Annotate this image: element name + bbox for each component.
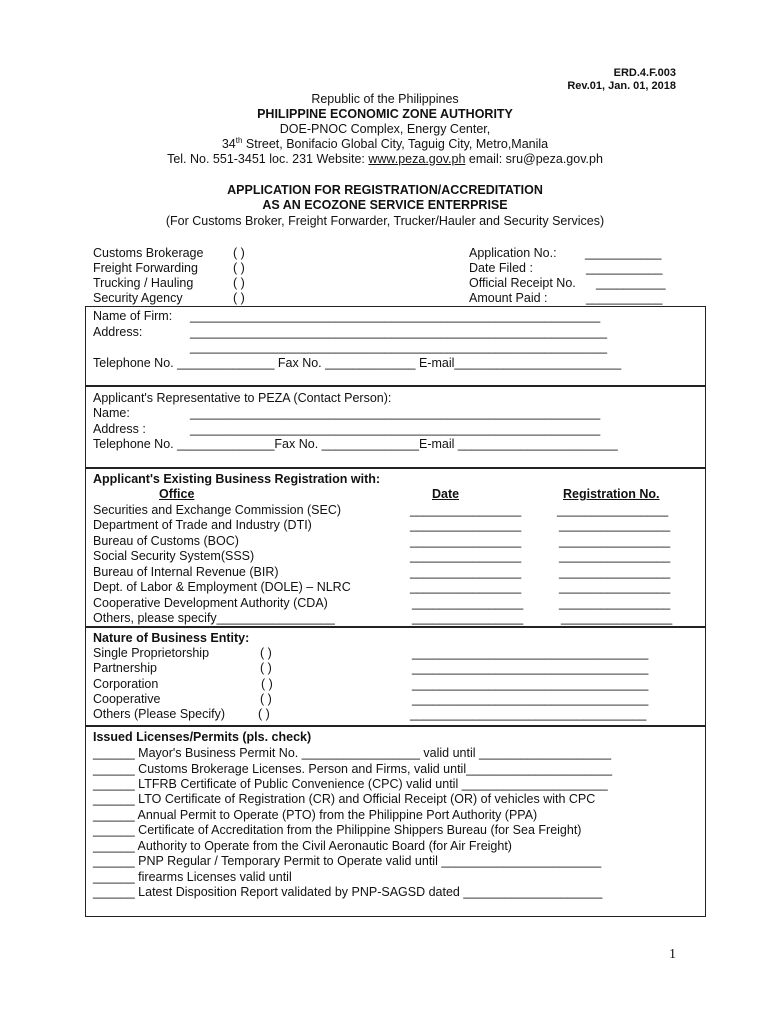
form-code: ERD.4.F.003 — [613, 67, 676, 79]
registration-no-field[interactable]: ________________ — [559, 518, 671, 532]
firm-name-field[interactable]: ___________________________________________________________ — [190, 309, 601, 323]
col-date-header: Date — [432, 487, 460, 501]
entity-field[interactable]: __________________________________ — [412, 661, 649, 675]
registration-date-field[interactable]: ________________ — [412, 611, 524, 625]
office-use-label: Application No.: — [469, 246, 557, 260]
entity-checkbox[interactable]: ( ) — [261, 677, 273, 691]
rep-address-field[interactable]: ___________________________________________________________ — [190, 422, 601, 436]
form-title-1: APPLICATION FOR REGISTRATION/ACCREDITATION — [227, 183, 543, 197]
street-address: Street, Bonifacio Global City, Taguig City, Metro,Manila — [242, 137, 549, 151]
republic-line: Republic of the Philippines — [311, 92, 459, 106]
registration-office: Bureau of Customs (BOC) — [93, 534, 239, 548]
revision-date: Rev.01, Jan. 01, 2018 — [567, 80, 676, 92]
entity-label: Single Proprietorship — [93, 646, 210, 660]
registration-office-other[interactable]: Others, please specify_________________ — [93, 611, 335, 625]
form-title-2: AS AN ECOZONE SERVICE ENTERPRISE — [262, 198, 508, 212]
entity-checkbox[interactable]: ( ) — [258, 707, 270, 721]
agency-address-2 — [0, 137, 770, 151]
rep-name-label: Name: — [93, 406, 130, 420]
contact-prefix: Tel. No. 551-3451 loc. 231 Website: — [167, 152, 369, 166]
registration-no-field[interactable]: ________________ — [559, 534, 671, 548]
application-no-field[interactable]: ___________ — [585, 246, 662, 260]
service-type-checkbox[interactable]: ( ) — [233, 261, 245, 275]
rep-name-field[interactable]: ___________________________________________________________ — [190, 406, 601, 420]
service-type-checkbox[interactable]: ( ) — [233, 246, 245, 260]
registration-no-field[interactable]: ________________ — [557, 503, 669, 517]
street-number-suffix: th — [235, 135, 243, 145]
form-subtitle: (For Customs Broker, Freight Forwarder, Trucker/Hauler and Security Services) — [165, 214, 605, 228]
entity-checkbox[interactable]: ( ) — [260, 692, 272, 706]
license-item[interactable]: ______ PNP Regular / Temporary Permit to Operate valid until _______________________ — [93, 854, 602, 868]
agency-contact — [0, 152, 770, 166]
amount-paid-field[interactable]: ___________ — [586, 291, 663, 305]
license-item[interactable]: ______ Certificate of Accreditation from the Philippine Shippers Bureau (for Sea Freight) — [93, 823, 582, 837]
registration-office: Social Security System(SSS) — [93, 549, 255, 563]
registration-heading: Applicant's Existing Business Registration with: — [93, 472, 381, 486]
entity-label: Partnership — [93, 661, 157, 675]
firm-contact-line[interactable]: Telephone No. ______________ Fax No. _____________ E-mail________________________ — [93, 356, 622, 370]
page-number: 1 — [669, 947, 676, 962]
rep-contact-line[interactable]: Telephone No. ______________Fax No. ______________E-mail _______________________ — [93, 437, 618, 451]
license-item[interactable]: ______ LTO Certificate of Registration (CR) and Official Receipt (OR) of vehicles with CPC — [93, 792, 596, 806]
entity-field[interactable]: __________________________________ — [412, 646, 649, 660]
registration-date-field[interactable]: ________________ — [410, 549, 522, 563]
firm-name-label: Name of Firm: — [93, 309, 173, 323]
entity-label: Corporation — [93, 677, 159, 691]
entity-label: Cooperative — [93, 692, 161, 706]
licenses-heading: Issued Licenses/Permits (pls. check) — [93, 730, 312, 744]
registration-date-field[interactable]: ________________ — [410, 503, 522, 517]
registration-date-field[interactable]: ________________ — [410, 534, 522, 548]
registration-office: Cooperative Development Authority (CDA) — [93, 596, 328, 610]
license-item[interactable]: ______ Authority to Operate from the Civil Aeronautic Board (for Air Freight) — [93, 839, 512, 853]
service-type-label: Freight Forwarding — [93, 261, 198, 275]
col-office-header: Office — [159, 487, 195, 501]
service-type-label: Customs Brokerage — [93, 246, 204, 260]
registration-office: Securities and Exchange Commission (SEC) — [93, 503, 342, 517]
entity-checkbox[interactable]: ( ) — [260, 661, 272, 675]
license-item[interactable]: ______ LTFRB Certificate of Public Convenience (CPC) valid until _____________________ — [93, 777, 608, 791]
license-item[interactable]: ______ firearms Licenses valid until — [93, 870, 292, 884]
registration-date-field[interactable]: ________________ — [412, 596, 524, 610]
license-item[interactable]: ______ Mayor's Business Permit No. _________________ valid until ___________________ — [93, 746, 612, 760]
service-type-checkbox[interactable]: ( ) — [233, 291, 245, 305]
firm-address-label: Address: — [93, 325, 143, 339]
entity-label: Others (Please Specify) — [93, 707, 225, 721]
registration-no-field[interactable]: ________________ — [559, 580, 671, 594]
representative-heading: Applicant's Representative to PEZA (Contact Person): — [93, 391, 392, 405]
registration-no-field[interactable]: ________________ — [559, 596, 671, 610]
registration-date-field[interactable]: ________________ — [410, 580, 522, 594]
firm-address-field[interactable]: ____________________________________________________________ — [190, 325, 608, 339]
entity-field[interactable]: __________________________________ — [410, 707, 647, 721]
registration-office: Dept. of Labor & Employment (DOLE) – NLRC — [93, 580, 351, 594]
rep-address-label: Address : — [93, 422, 146, 436]
registration-no-field[interactable]: ________________ — [561, 611, 673, 625]
license-item[interactable]: ______ Customs Brokerage Licenses. Person and Firms, valid until_____________________ — [93, 762, 613, 776]
office-use-label: Official Receipt No. — [469, 276, 576, 290]
service-type-label: Security Agency — [93, 291, 183, 305]
registration-date-field[interactable]: ________________ — [410, 565, 522, 579]
registration-office: Bureau of Internal Revenue (BIR) — [93, 565, 279, 579]
registration-no-field[interactable]: ________________ — [559, 549, 671, 563]
date-filed-field[interactable]: ___________ — [586, 261, 663, 275]
official-receipt-field[interactable]: __________ — [596, 276, 666, 290]
entity-checkbox[interactable]: ( ) — [260, 646, 272, 660]
license-item[interactable]: ______ Latest Disposition Report validated by PNP-SAGSD dated ____________________ — [93, 885, 603, 899]
registration-date-field[interactable]: ________________ — [410, 518, 522, 532]
office-use-label: Amount Paid : — [469, 291, 548, 305]
service-type-checkbox[interactable]: ( ) — [233, 276, 245, 290]
agency-address-1: DOE-PNOC Complex, Energy Center, — [279, 122, 491, 136]
website-link[interactable]: www.peza.gov.ph — [368, 152, 466, 166]
firm-address-field-2[interactable]: ____________________________________________________________ — [190, 340, 608, 354]
entity-field[interactable]: __________________________________ — [412, 692, 649, 706]
contact-email: email: sru@peza.gov.ph — [465, 152, 603, 166]
street-number: 34 — [221, 137, 236, 151]
registration-office: Department of Trade and Industry (DTI) — [93, 518, 312, 532]
entity-field[interactable]: __________________________________ — [412, 677, 649, 691]
col-regno-header: Registration No. — [563, 487, 660, 501]
registration-no-field[interactable]: ________________ — [559, 565, 671, 579]
service-type-label: Trucking / Hauling — [93, 276, 194, 290]
entity-heading: Nature of Business Entity: — [93, 631, 250, 645]
office-use-label: Date Filed : — [469, 261, 533, 275]
agency-name: PHILIPPINE ECONOMIC ZONE AUTHORITY — [257, 107, 513, 121]
license-item[interactable]: ______ Annual Permit to Operate (PTO) from the Philippine Port Authority (PPA) — [93, 808, 538, 822]
